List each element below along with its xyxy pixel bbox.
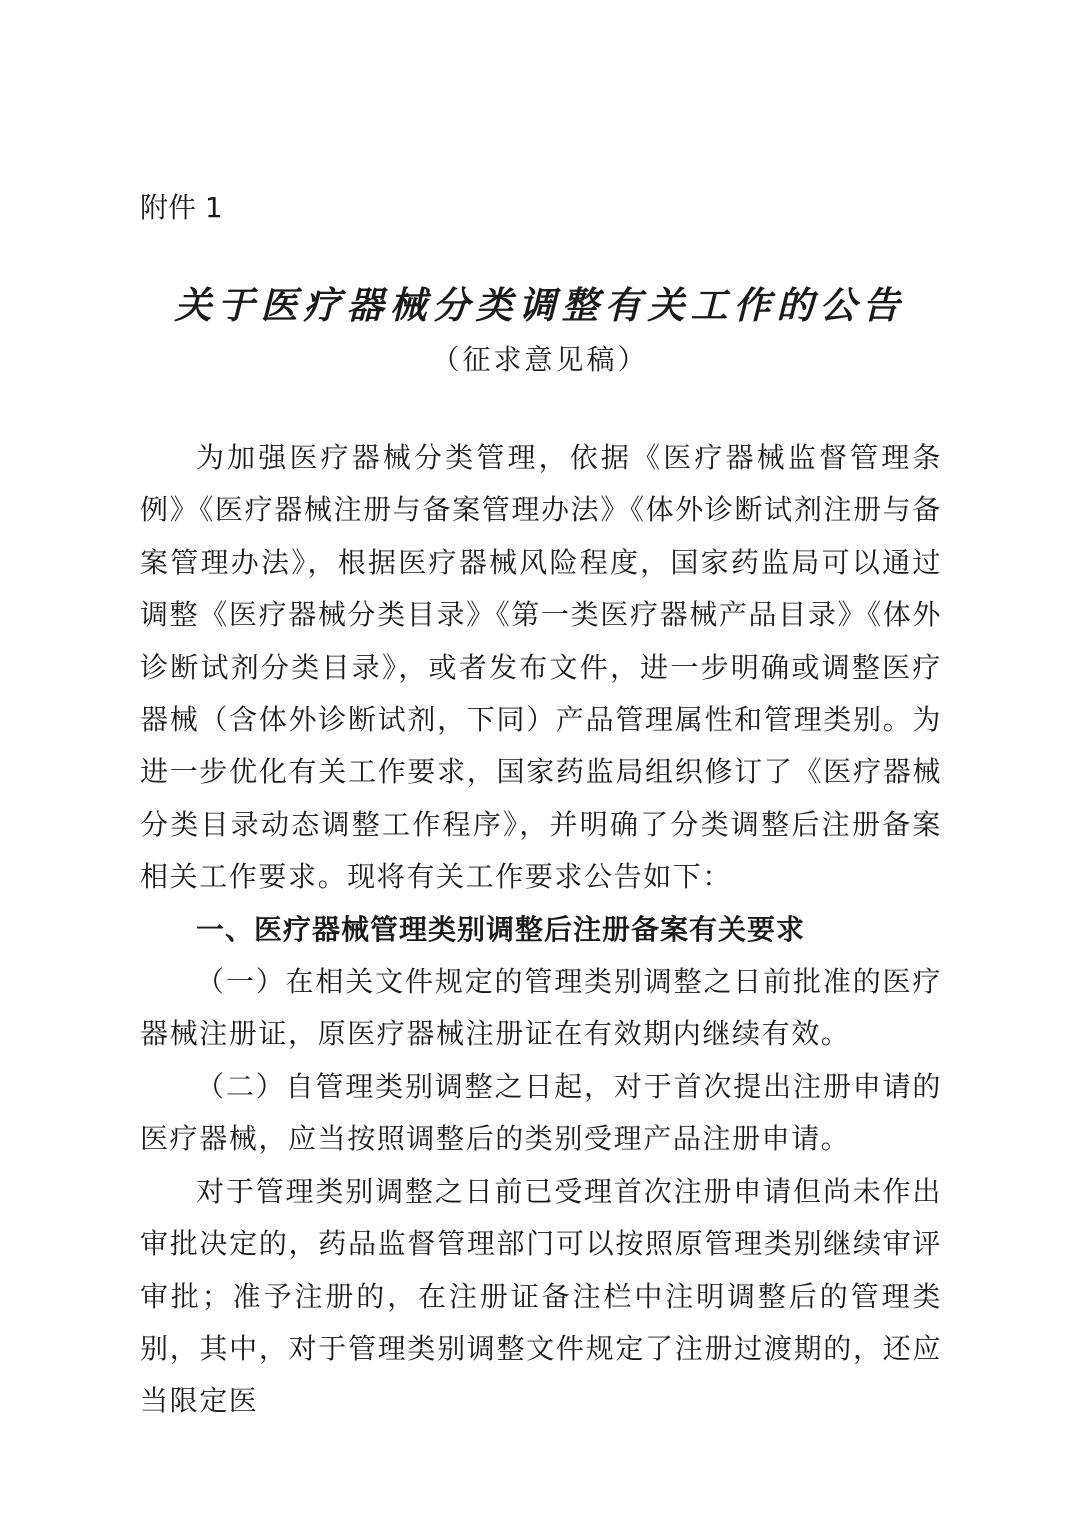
attachment-label: 附件 1 <box>140 191 223 224</box>
document-title: 关于医疗器械分类调整有关工作的公告 <box>174 283 906 327</box>
clause-paragraph: （二）自管理类别调整之日起，对于首次提出注册申请的医疗器械，应当按照调整后的类别受理产品注册申请。 <box>140 1069 942 1156</box>
clause-paragraph: 对于管理类别调整之日前已受理首次注册申请但尚未作出审批决定的，药品监督管理部门可以按照原管理类别继续审评审批；准予注册的，在注册证备注栏中注明调整后的管理类别，其中，对于管理类别调整文件规定了注册过渡期的，还应当限定医 <box>140 1174 942 1418</box>
intro-paragraph: 为加强医疗器械分类管理，依据《医疗器械监督管理条例》《医疗器械注册与备案管理办法》《体外诊断试剂注册与备案管理办法》，根据医疗器械风险程度，国家药监局可以通过调整《医疗器械分类目录》《第一类医疗器械产品目录》《体外诊断试剂分类目录》，或者发布文件，进一步明确或调整医疗器械（含体外诊断试剂，下同）产品管理属性和管理类别。为进一步优化有关工作要求，国家药监局组织修订了《医疗器械分类目录动态调整工作程序》，并明确了分类调整后注册备案相关工作要求。现将有关工作要求公告如下： <box>140 441 942 894</box>
document-subtitle: （征求意见稿） <box>431 343 649 376</box>
clause-paragraph: （一）在相关文件规定的管理类别调整之日前批准的医疗器械注册证，原医疗器械注册证在有效期内继续有效。 <box>140 965 942 1051</box>
document-body <box>140 432 942 1428</box>
section-heading: 一、医疗器械管理类别调整后注册备案有关要求 <box>196 912 806 946</box>
